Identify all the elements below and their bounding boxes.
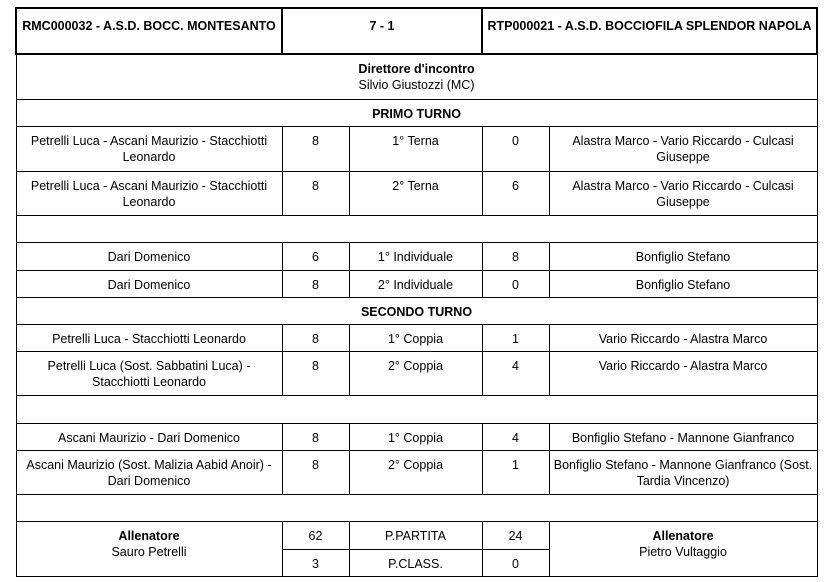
home-players: Dari Domenico bbox=[16, 243, 282, 270]
director-cell bbox=[16, 54, 817, 99]
game-type: 2° Individuale bbox=[349, 270, 482, 297]
match-row bbox=[16, 423, 817, 450]
spacer-row bbox=[16, 396, 817, 423]
away-team-name: RTP000021 - A.S.D. BOCCIOFILA SPLENDOR NAPOLA bbox=[482, 8, 817, 54]
home-players: Ascani Maurizio (Sost. Malizia Aabid Anoir) - Dari Domenico bbox=[16, 450, 282, 494]
away-score: 6 bbox=[482, 171, 549, 215]
game-type: 2° Coppia bbox=[349, 450, 482, 494]
home-score: 8 bbox=[282, 171, 349, 215]
director-name: Silvio Giustozzi (MC) bbox=[358, 78, 475, 93]
away-players: Alastra Marco - Vario Riccardo - Culcasi Giuseppe bbox=[549, 171, 817, 215]
match-row bbox=[16, 171, 817, 215]
home-team-name: RMC000032 - A.S.D. BOCC. MONTESANTO bbox=[16, 8, 282, 54]
footer-row bbox=[16, 522, 817, 549]
away-score: 8 bbox=[482, 243, 549, 270]
away-players: Bonfiglio Stefano - Mannone Gianfranco bbox=[549, 423, 817, 450]
away-players: Bonfiglio Stefano bbox=[549, 270, 817, 297]
header-row bbox=[16, 8, 817, 54]
primo-turno-title: PRIMO TURNO bbox=[16, 100, 817, 127]
home-score: 8 bbox=[282, 270, 349, 297]
spacer-cell bbox=[16, 495, 817, 522]
away-coach-name: Pietro Vultaggio bbox=[639, 545, 727, 560]
away-coach-label: Allenatore bbox=[652, 529, 714, 544]
section-heading-row bbox=[16, 100, 817, 127]
away-players: Bonfiglio Stefano bbox=[549, 243, 817, 270]
match-row bbox=[16, 243, 817, 270]
match-score: 7 - 1 bbox=[282, 8, 482, 54]
match-row bbox=[16, 324, 817, 351]
home-score: 6 bbox=[282, 243, 349, 270]
home-score: 8 bbox=[282, 450, 349, 494]
match-row bbox=[16, 450, 817, 494]
away-score: 1 bbox=[482, 324, 549, 351]
home-score: 8 bbox=[282, 423, 349, 450]
home-players: Ascani Maurizio - Dari Domenico bbox=[16, 423, 282, 450]
away-score: 0 bbox=[482, 127, 549, 171]
game-type: 2° Terna bbox=[349, 171, 482, 215]
home-players: Dari Domenico bbox=[16, 270, 282, 297]
spacer-cell bbox=[16, 396, 817, 423]
home-players: Petrelli Luca - Stacchiotti Leonardo bbox=[16, 324, 282, 351]
home-score: 8 bbox=[282, 352, 349, 396]
home-players: Petrelli Luca (Sost. Sabbatini Luca) - Stacchiotti Leonardo bbox=[16, 352, 282, 396]
away-players: Vario Riccardo - Alastra Marco bbox=[549, 324, 817, 351]
home-class-points: 3 bbox=[282, 549, 349, 576]
match-row bbox=[16, 352, 817, 396]
section-heading-row bbox=[16, 297, 817, 324]
away-coach-cell bbox=[549, 522, 817, 577]
away-players: Alastra Marco - Vario Riccardo - Culcasi Giuseppe bbox=[549, 127, 817, 171]
director-row bbox=[16, 54, 817, 99]
away-score: 0 bbox=[482, 270, 549, 297]
home-partita-points: 62 bbox=[282, 522, 349, 549]
away-score: 4 bbox=[482, 423, 549, 450]
home-players: Petrelli Luca - Ascani Maurizio - Stacchiotti Leonardo bbox=[16, 127, 282, 171]
away-score: 4 bbox=[482, 352, 549, 396]
away-class-points: 0 bbox=[482, 549, 549, 576]
match-row bbox=[16, 127, 817, 171]
game-type: 1° Coppia bbox=[349, 423, 482, 450]
game-type: 1° Individuale bbox=[349, 243, 482, 270]
away-partita-points: 24 bbox=[482, 522, 549, 549]
secondo-turno-title: SECONDO TURNO bbox=[16, 297, 817, 324]
game-type: 1° Terna bbox=[349, 127, 482, 171]
home-coach-label: Allenatore bbox=[118, 529, 180, 544]
home-coach-cell bbox=[16, 522, 282, 577]
home-coach-name: Sauro Petrelli bbox=[111, 545, 187, 560]
game-type: 2° Coppia bbox=[349, 352, 482, 396]
spacer-row bbox=[16, 216, 817, 243]
spacer-row bbox=[16, 495, 817, 522]
game-type: 1° Coppia bbox=[349, 324, 482, 351]
partita-label: P.PARTITA bbox=[349, 522, 482, 549]
away-players: Bonfiglio Stefano - Mannone Gianfranco (Sost. Tardia Vincenzo) bbox=[549, 450, 817, 494]
home-score: 8 bbox=[282, 324, 349, 351]
away-score: 1 bbox=[482, 450, 549, 494]
director-label: Direttore d'incontro bbox=[358, 62, 475, 77]
home-players: Petrelli Luca - Ascani Maurizio - Stacchiotti Leonardo bbox=[16, 171, 282, 215]
class-label: P.CLASS. bbox=[349, 549, 482, 576]
match-row bbox=[16, 270, 817, 297]
away-players: Vario Riccardo - Alastra Marco bbox=[549, 352, 817, 396]
match-report-table bbox=[15, 7, 818, 577]
home-score: 8 bbox=[282, 127, 349, 171]
spacer-cell bbox=[16, 216, 817, 243]
